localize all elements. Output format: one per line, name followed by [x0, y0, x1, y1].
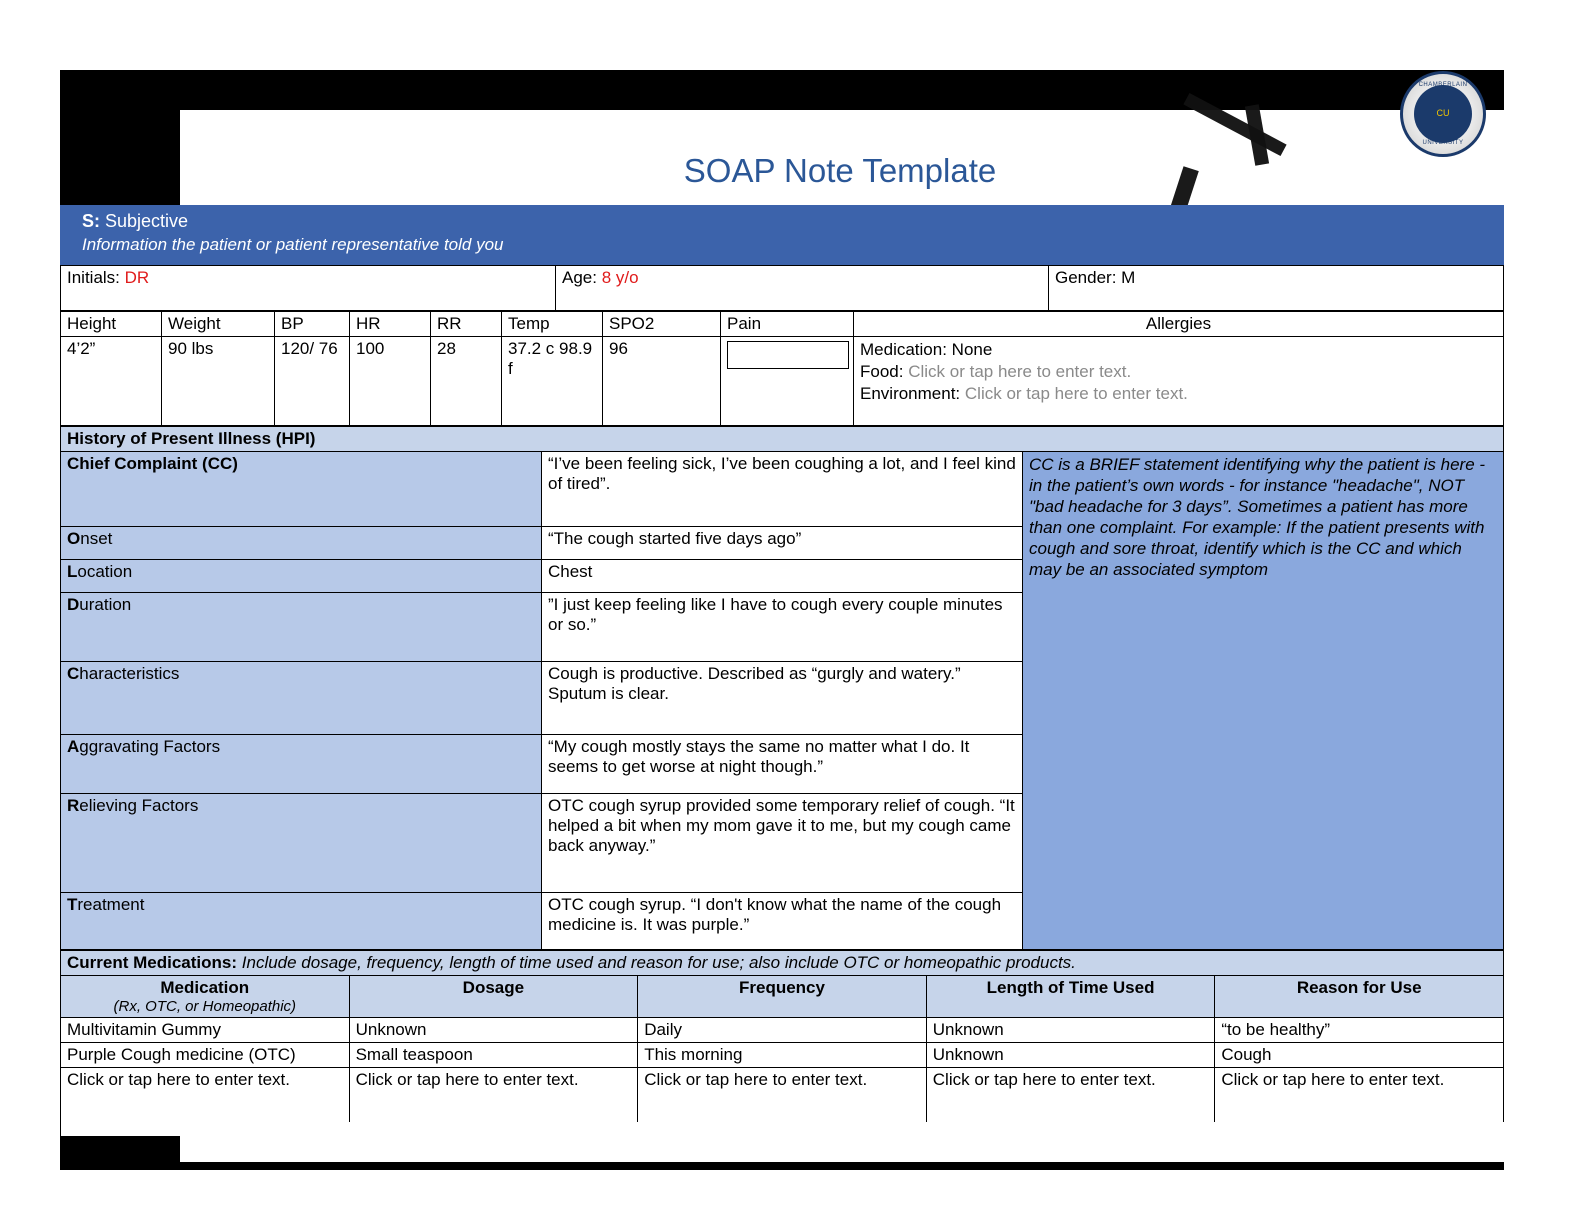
age-value: 8 y/o	[601, 268, 639, 287]
initials-cell[interactable]	[61, 266, 556, 311]
hpi-label-text: haracteristics	[79, 664, 180, 683]
medication-length-placeholder[interactable]: Click or tap here to enter text.	[926, 1068, 1215, 1137]
medication-reason[interactable]: Cough	[1215, 1043, 1504, 1068]
subjective-subheading: Information the patient or patient representative told you	[82, 235, 504, 254]
vitals-header-spo2: SPO2	[603, 312, 721, 337]
table-row	[61, 452, 1504, 527]
medication-dosage[interactable]: Small teaspoon	[349, 1043, 638, 1068]
hpi-label-onset	[61, 527, 542, 560]
pain-input-box[interactable]	[727, 341, 849, 369]
gender-label: Gender:	[1055, 268, 1117, 287]
hpi-value-onset[interactable]: “The cough started five days ago”	[542, 527, 1023, 560]
seal-monogram: CU	[1414, 85, 1472, 143]
hpi-value-duration[interactable]: ”I just keep feeling like I have to cough every couple minutes or so.”	[542, 593, 1023, 662]
initials-label: Initials:	[67, 268, 120, 287]
hpi-label-text: uration	[79, 595, 132, 614]
allergies-cell[interactable]	[854, 337, 1504, 426]
hpi-value-location[interactable]: Chest	[542, 560, 1023, 593]
hpi-label-chief-complaint	[61, 452, 542, 527]
subjective-heading: Subjective	[105, 211, 189, 231]
allergy-environment-label: Environment:	[860, 383, 961, 403]
vitals-header-bp: BP	[275, 312, 350, 337]
vitals-value-spo2[interactable]: 96	[603, 337, 721, 426]
hpi-label-treatment	[61, 893, 542, 950]
vitals-value-row	[61, 337, 1504, 426]
hpi-label-text: elieving Factors	[79, 796, 199, 815]
medication-reason-placeholder[interactable]: Click or tap here to enter text.	[1215, 1068, 1504, 1137]
page-title: SOAP Note Template	[683, 152, 997, 189]
medication-length[interactable]: Unknown	[926, 1018, 1215, 1043]
university-seal-icon	[1400, 71, 1486, 157]
allergy-environment-value[interactable]: Click or tap here to enter text.	[964, 383, 1188, 403]
hpi-label-initial: T	[67, 895, 78, 914]
current-medications-note: Include dosage, frequency, length of time used and reason for use; also include OTC or homeopathic products.	[241, 953, 1076, 972]
medications-header-row	[61, 976, 1504, 1018]
hpi-label-location	[61, 560, 542, 593]
hpi-section-title: History of Present Illness (HPI)	[61, 427, 1504, 452]
hpi-label-text: reatment	[77, 895, 145, 914]
medication-name-placeholder[interactable]: Click or tap here to enter text.	[61, 1068, 350, 1137]
medications-col-frequency: Frequency	[638, 976, 927, 1018]
allergy-medication-label: Medication:	[860, 340, 947, 359]
vitals-value-height[interactable]: 4’2”	[61, 337, 162, 426]
medication-frequency-placeholder[interactable]: Click or tap here to enter text.	[638, 1068, 927, 1137]
allergy-medication-value: None	[951, 340, 993, 359]
vitals-header-weight: Weight	[162, 312, 275, 337]
hpi-label-initial: R	[67, 796, 80, 815]
allergy-food-label: Food:	[860, 361, 904, 381]
age-label: Age:	[562, 268, 597, 287]
medication-dosage-placeholder[interactable]: Click or tap here to enter text.	[349, 1068, 638, 1137]
medications-col-medication	[61, 976, 350, 1018]
gender-value: M	[1121, 268, 1136, 287]
initials-value: DR	[124, 268, 150, 287]
hpi-label-initial: D	[67, 595, 80, 614]
medication-frequency[interactable]: This morning	[638, 1043, 927, 1068]
current-medications-table	[60, 950, 1504, 1137]
allergy-food-value[interactable]: Click or tap here to enter text.	[908, 361, 1132, 381]
hpi-label-text: nset	[80, 529, 113, 548]
hpi-value-chief-complaint[interactable]: “I’ve been feeling sick, I’ve been coughing a lot, and I feel kind of tired”.	[542, 452, 1023, 527]
document-footer-area	[180, 1122, 1504, 1162]
vitals-value-bp[interactable]: 120/ 76	[275, 337, 350, 426]
hpi-value-characteristics[interactable]: Cough is productive. Described as “gurgly and watery.” Sputum is clear.	[542, 662, 1023, 735]
vitals-header-height: Height	[61, 312, 162, 337]
vitals-value-temp[interactable]: 37.2 c 98.9 f	[502, 337, 603, 426]
hpi-table	[60, 426, 1504, 950]
vitals-value-pain[interactable]	[721, 337, 854, 426]
hpi-label-initial: O	[67, 529, 81, 548]
medications-col-reason: Reason for Use	[1215, 976, 1504, 1018]
hpi-label-text: ocation	[77, 562, 133, 581]
table-row	[61, 266, 1504, 311]
current-medications-label: Current Medications:	[67, 953, 238, 972]
subjective-section-banner	[60, 205, 1504, 265]
soap-note-document	[60, 70, 1504, 1162]
subjective-letter: S:	[82, 211, 100, 231]
hpi-label-initial: A	[67, 737, 80, 756]
hpi-value-relieving-factors[interactable]: OTC cough syrup provided some temporary relief of cough. “It helped a bit when my mom gave it to me, but my cough came back anyway.”	[542, 794, 1023, 893]
seal-bottom-text: UNIVERSITY	[1422, 140, 1464, 146]
col-title: Medication	[160, 978, 250, 997]
vitals-header-row	[61, 312, 1504, 337]
demographics-table	[60, 265, 1504, 311]
medication-name[interactable]: Multivitamin Gummy	[61, 1018, 350, 1043]
table-row	[61, 1018, 1504, 1043]
allergy-medication-row	[860, 339, 1497, 361]
seal-top-text: CHAMBERLAIN	[1418, 82, 1468, 88]
vitals-value-hr[interactable]: 100	[350, 337, 431, 426]
medication-reason[interactable]: “to be healthy”	[1215, 1018, 1504, 1043]
medication-length[interactable]: Unknown	[926, 1043, 1215, 1068]
vitals-header-rr: RR	[431, 312, 502, 337]
medications-col-length-of-time: Length of Time Used	[926, 976, 1215, 1018]
vitals-value-weight[interactable]: 90 lbs	[162, 337, 275, 426]
hpi-value-treatment[interactable]: OTC cough syrup. “I don't know what the name of the cough medicine is. It was purple.”	[542, 893, 1023, 950]
vitals-header-pain: Pain	[721, 312, 854, 337]
hpi-label-aggravating-factors	[61, 735, 542, 794]
age-cell[interactable]	[556, 266, 1049, 311]
vitals-header-allergies: Allergies	[854, 312, 1504, 337]
hpi-sidebar-note: CC is a BRIEF statement identifying why the patient is here - in the patient’s own words - for instance "headache", NOT "bad headache for 3 days”. Sometimes a patient has more than one complaint. For example: If the patient presents with cough and sore throat, identify which is the CC and which may be an associated symptom	[1023, 452, 1504, 950]
vitals-value-rr[interactable]: 28	[431, 337, 502, 426]
medication-frequency[interactable]: Daily	[638, 1018, 927, 1043]
allergy-environment-row	[860, 383, 1497, 405]
hpi-value-aggravating-factors[interactable]: “My cough mostly stays the same no matter what I do. It seems to get worse at night though.”	[542, 735, 1023, 794]
allergy-food-row	[860, 361, 1497, 383]
medication-dosage[interactable]: Unknown	[349, 1018, 638, 1043]
medication-name[interactable]: Purple Cough medicine (OTC)	[61, 1043, 350, 1068]
table-row	[61, 1043, 1504, 1068]
vitals-header-temp: Temp	[502, 312, 603, 337]
hpi-label-text: Chief Complaint (CC)	[67, 454, 238, 473]
hpi-label-initial: L	[67, 562, 78, 581]
vitals-table	[60, 311, 1504, 426]
current-medications-header	[61, 951, 1504, 976]
hpi-title-row	[61, 427, 1504, 452]
document-body	[60, 205, 1504, 1137]
hpi-label-characteristics	[61, 662, 542, 735]
medications-title-row	[61, 951, 1504, 976]
vitals-header-hr: HR	[350, 312, 431, 337]
col-subtitle: (Rx, OTC, or Homeopathic)	[113, 998, 297, 1015]
hpi-label-text: ggravating Factors	[79, 737, 221, 756]
gender-cell[interactable]	[1049, 266, 1504, 311]
hpi-label-duration	[61, 593, 542, 662]
hpi-label-relieving-factors	[61, 794, 542, 893]
hpi-label-initial: C	[67, 664, 80, 683]
medications-col-dosage: Dosage	[349, 976, 638, 1018]
